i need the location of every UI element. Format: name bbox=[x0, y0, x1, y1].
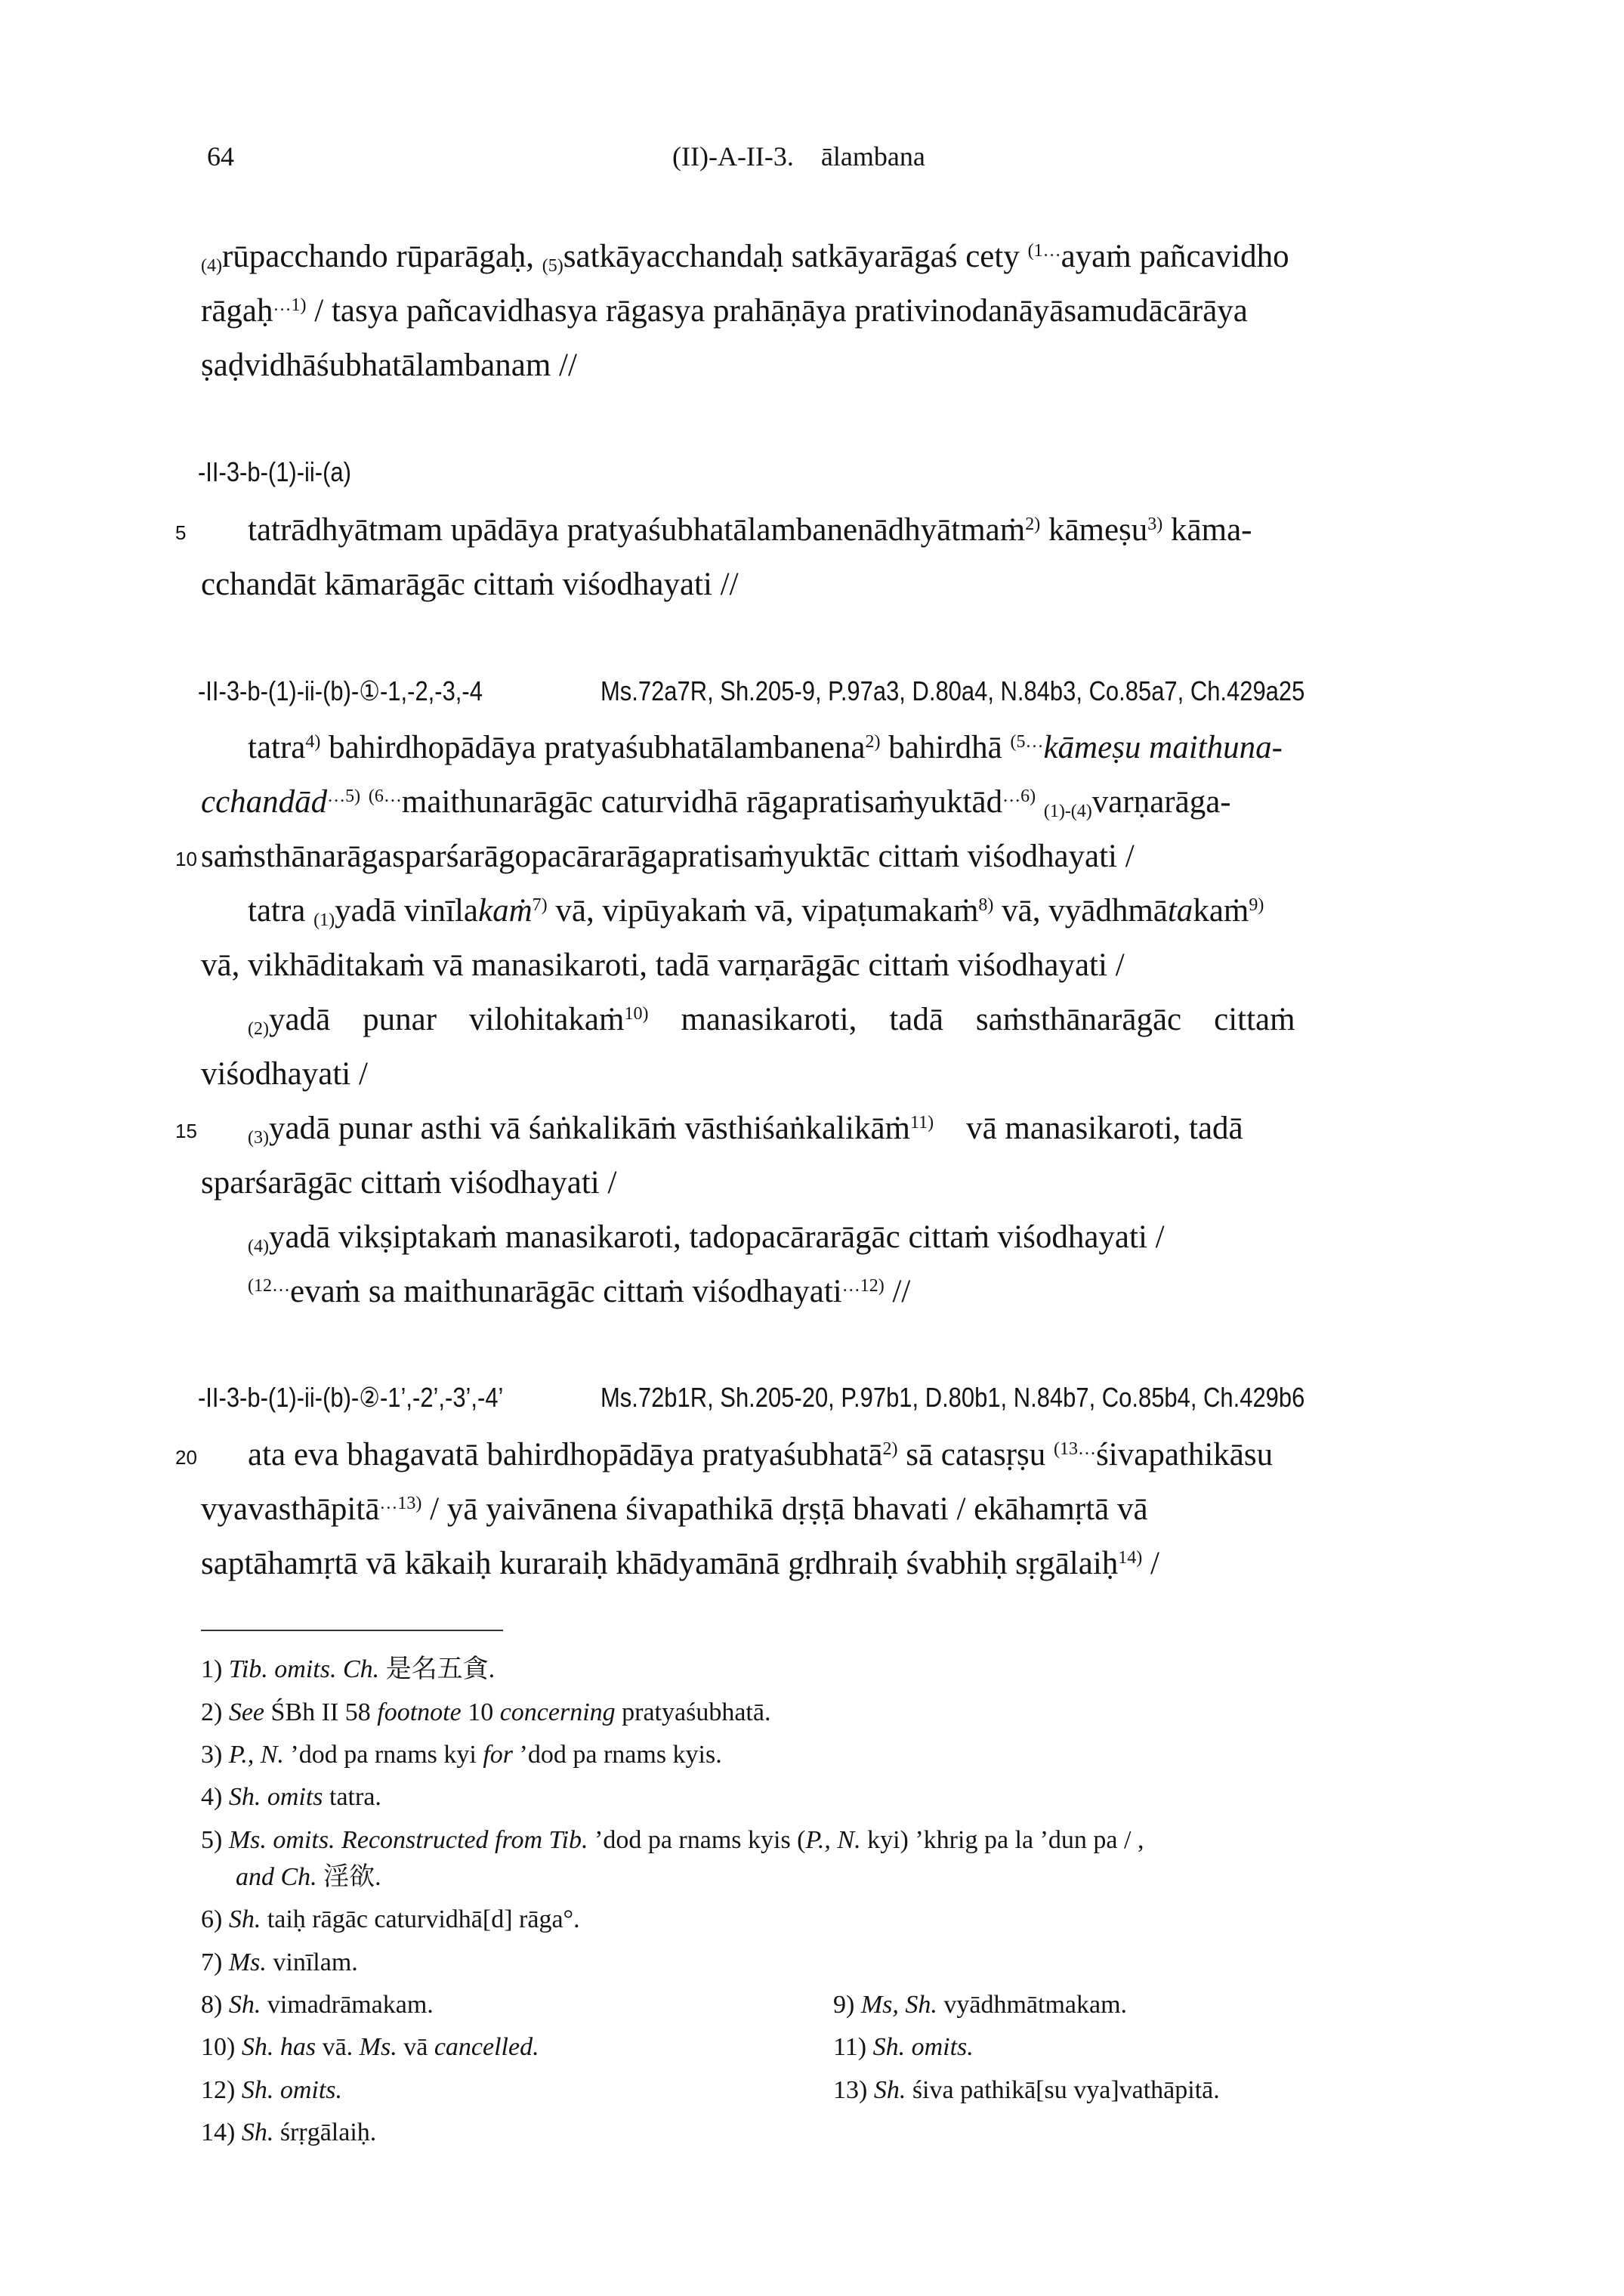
text-line-9: saṁsthānarāgasparśarāgopacārarāgapratisaṁyuktāc cittaṁ viśodhayati / bbox=[201, 839, 1135, 874]
text-line-5: tatrādhyātmam upādāya pratyaśubhatālambanenādhyātmaṁ$^{2)}$ kāmeṣu$^{3)}$ kāma- bbox=[248, 512, 1252, 548]
footnote-4: 4) Sh. omits tatra. bbox=[201, 1783, 381, 1811]
footnote-8: 8) Sh. vimadrāmakam. bbox=[201, 1991, 434, 2019]
line-number: 20 bbox=[175, 1446, 197, 1469]
footnote-9: 9) Ms, Sh. vyādhmātmakam. bbox=[833, 1991, 1128, 2019]
line-number: 5 bbox=[175, 521, 187, 544]
text-line-3: ṣaḍvidhāśubhatālambanam // bbox=[201, 348, 577, 383]
text-line-16: $_{(4)}$yadā vikṣiptakaṁ manasikaroti, tadopacārarāgāc cittaṁ viśodhayati / bbox=[248, 1219, 1165, 1256]
manuscript-references: Ms.72a7R, Sh.205-9, P.97a3, D.80a4, N.84b3, Co.85a7, Ch.429a25 bbox=[601, 675, 1305, 706]
text-line-1: $_{(4)}$rūpacchando rūparāgaḥ, $_{(5)}$satkāyacchandaḥ satkāyarāgaś cety $^{(1\dots}$ayaṁ pañcavidho bbox=[201, 239, 1289, 276]
page-number: 64 bbox=[207, 141, 234, 172]
footnote-6: 6) Sh. taiḥ rāgāc caturvidhā[d] rāga°. bbox=[201, 1905, 580, 1933]
footnote-1: 1) Tib. omits. Ch. 是名五貪. bbox=[201, 1655, 496, 1683]
text-line-10: tatra $_{(1)}$yadā vinīlakaṁ$^{7)}$ vā, vipūyakaṁ vā, vipaṭumakaṁ$^{8)}$ vā, vyādhmātakaṁ$^{9)}$ bbox=[248, 893, 1264, 930]
text-line-11: vā, vikhāditakaṁ vā manasikaroti, tadā varṇarāgāc cittaṁ viśodhayati / bbox=[201, 947, 1125, 983]
footnote-separator bbox=[201, 1630, 503, 1631]
text-line-8: cchandād$^{\dots 5)}$ $^{(6\dots}$maithunarāgāc caturvidhā rāgapratisaṁyuktād$^{\dots 6)}$ $_{(1)-(4)}$varṇarāga- bbox=[201, 784, 1231, 821]
footnote-7: 7) Ms. vinīlam. bbox=[201, 1948, 358, 1976]
section-id: -II-3-b-(1)-ii-(a) bbox=[198, 456, 351, 487]
running-title: (II)-A-II-3. ālambana bbox=[672, 141, 925, 172]
manuscript-references: Ms.72b1R, Sh.205-20, P.97b1, D.80b1, N.84b7, Co.85b4, Ch.429b6 bbox=[601, 1382, 1305, 1413]
footnote-2: 2) See ŚBh II 58 footnote 10 concerning pratyaśubhatā. bbox=[201, 1698, 771, 1726]
text-line-18: ata eva bhagavatā bahirdhopādāya pratyaśubhatā$^{2)}$ sā catasṛṣu $^{(13\dots}$śivapathikāsu bbox=[248, 1437, 1274, 1472]
footnote-3: 3) P., N. ’dod pa rnams kyi for ’dod pa rnams kyis. bbox=[201, 1741, 722, 1769]
footnote-14: 14) Sh. śrṛgālaiḥ. bbox=[201, 2118, 377, 2146]
text-line-7: tatra$^{4)}$ bahirdhopādāya pratyaśubhatālambanena$^{2)}$ bahirdhā $^{(5\dots}$kāmeṣu maithuna- bbox=[248, 730, 1283, 765]
text-line-14: $_{(3)}$yadā punar asthi vā śaṅkalikāṁ vāsthiśaṅkalikāṁ$^{11)}$ vā manasikaroti, tadā bbox=[248, 1111, 1243, 1148]
section-id: -II-3-b-(1)-ii-(b)-①-1,-2,-3,-4 bbox=[198, 675, 483, 706]
text-line-6: cchandāt kāmarāgāc cittaṁ viśodhayati // bbox=[201, 567, 739, 602]
line-number: 15 bbox=[175, 1120, 197, 1142]
line-number: 10 bbox=[175, 848, 197, 870]
text-line-20: saptāhamṛtā vā kākaiḥ kuraraiḥ khādyamānā gṛdhraiḥ śvabhiḥ sṛgālaiḥ$^{14)}$ / bbox=[201, 1546, 1159, 1581]
text-line-15: sparśarāgāc cittaṁ viśodhayati / bbox=[201, 1165, 617, 1201]
text-line-17: $^{(12\dots}$evaṁ sa maithunarāgāc cittaṁ viśodhayati$^{\dots 12)}$ // bbox=[248, 1274, 911, 1309]
footnote-5-continued: and Ch. 淫欲. bbox=[236, 1863, 381, 1891]
footnote-11: 11) Sh. omits. bbox=[833, 2033, 974, 2061]
footnote-5: 5) Ms. omits. Reconstructed from Tib. ’dod pa rnams kyis (P., N. kyi) ’khrig pa la ’dun pa / , bbox=[201, 1826, 1144, 1854]
footnote-13: 13) Sh. śiva pathikā[su vya]vathāpitā. bbox=[833, 2076, 1220, 2104]
text-line-19: vyavasthāpitā$^{\dots 13)}$ / yā yaivānena śivapathikā dṛṣṭā bhavati / ekāhamṛtā vā bbox=[201, 1491, 1148, 1527]
text-line-13: viśodhayati / bbox=[201, 1056, 368, 1092]
section-id: -II-3-b-(1)-ii-(b)-②-1’,-2’,-3’,-4’ bbox=[198, 1382, 504, 1413]
footnote-12: 12) Sh. omits. bbox=[201, 2076, 343, 2104]
text-line-2: rāgaḥ$^{\dots 1)}$ / tasya pañcavidhasya rāgasya prahāṇāya prativinodanāyāsamudācārāya bbox=[201, 293, 1248, 329]
text-line-12: $_{(2)}$yadā punar vilohitakaṁ$^{10)}$ manasikaroti, tadā saṁsthānarāgāc cittaṁ bbox=[248, 1002, 1295, 1039]
footnote-10: 10) Sh. has vā. Ms. vā cancelled. bbox=[201, 2033, 539, 2061]
